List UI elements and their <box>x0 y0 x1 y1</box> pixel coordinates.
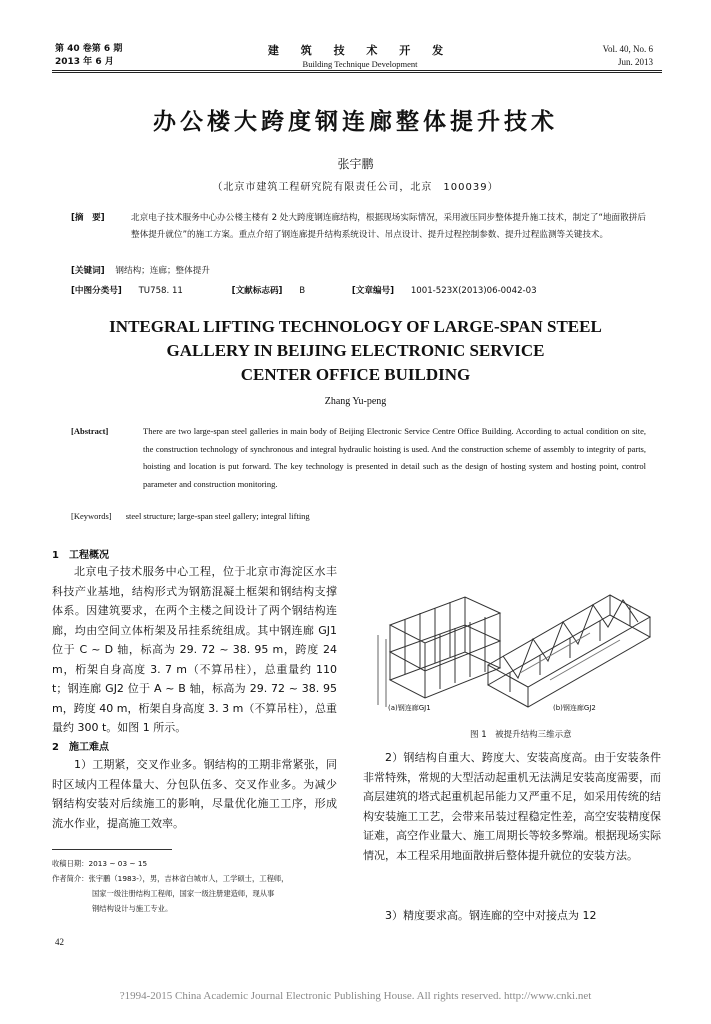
section-1-paragraph: 北京电子技术服务中心工程，位于北京市海淀区水丰科技产业基地，结构形式为钢筋混凝土框架和钢结构支撑体系。因建筑要求，在两个主楼之间设计了两个钢结构连廊，均由空间立体桁架及吊挂系统组成。其中钢连廊 GJ1 位于 C ~ D 轴，标高为 29. 72 ~ 38. 95 m，跨度 24 m，桁架自身高度 3. 7 m（不算吊柱），总重量约 110 t；钢连廊 GJ2 位于 A ~ B 轴，标高为 29. 72 ~ 38. 95 m，跨度 40 m，桁架自身高度 3. 3 m（不算吊柱），总重量约 300 t。如图 1 所示。 <box>52 565 337 734</box>
title-en-line3: CENTER OFFICE BUILDING <box>240 365 471 384</box>
abstract-en-text: There are two large-span steel galleries in main body of Beijing Electronic Service Centre Office Building. According to actual condition on site, the construction technology of synchronous and integral hydraulic hoisting is used. And the construction scheme of assembly to integrity of parts, hoisting and location is put forward. The key technology is presented in detail such as the design of hosting system and hosting point, control parameter and construction monitoring. <box>143 426 646 489</box>
header-rule <box>52 70 662 71</box>
article-title-en <box>0 315 711 387</box>
abstract-cn <box>71 210 646 244</box>
author-cn: 张宇鹏 <box>337 157 374 171</box>
journal-name-cn: 建 筑 技 术 开 发 <box>267 44 453 57</box>
journal-name <box>240 42 480 69</box>
section-1-heading: 1 工程概况 <box>52 550 109 561</box>
doc-code-label: [文献标志码] <box>231 286 283 296</box>
date-en: Jun. 2013 <box>617 57 653 67</box>
author-en: Zhang Yu-peng <box>324 396 387 407</box>
abstract-cn-label: [摘 要] <box>71 213 105 223</box>
abstract-en <box>71 423 646 493</box>
clc-label: [中图分类号] <box>71 286 122 296</box>
page-number: 42 <box>55 937 64 947</box>
gallery-gj2-drawing <box>488 595 650 707</box>
volume-en: Vol. 40, No. 6 <box>602 44 653 54</box>
author-bio-line3: 钢结构设计与施工专业。 <box>92 904 173 913</box>
section-2-paragraph-1: 1）工期紧，交叉作业多。钢结构的工期非常紧张，同时区域内工程体量大、分包队伍多、交叉作业多。为减少钢结构安装对后续施工的影响，尽量优化施工工序，形成流水作业，提高施工效率。 <box>52 758 337 830</box>
keywords-cn-label: [关键词] <box>71 266 105 276</box>
doc-code-value: B <box>299 286 306 296</box>
figure-label-a: (a)钢连廊GJ1 <box>388 704 431 712</box>
article-number-value: 1001-523X(2013)06-0042-03 <box>410 286 537 296</box>
volume-cn: 第 40 卷第 6 期 <box>55 44 123 54</box>
keywords-cn <box>71 263 210 280</box>
section-2-paragraph-2: 2）钢结构自重大、跨度大、安装高度高。由于安装条件非常特殊，常规的大型活动起重机无法满足安装高度需要，而高层建筑的塔式起重机起吊能力又严重不足，如采用传统的结构安装施工工艺，会带来吊装过程稳定性差，高空安装精度保证难，高空作业量大、施工周期长等较多弊端。根据现场实际情况，本工程采用地面散拼后整体提升就位的安装方法。 <box>363 751 661 862</box>
clc-value: TU758. 11 <box>138 286 183 296</box>
header-rule-2 <box>52 72 662 73</box>
figure-label-b: (b)钢连廊GJ2 <box>553 704 596 712</box>
journal-name-en: Building Technique Development <box>302 59 418 69</box>
keywords-en-text: steel structure; large-span steel gallery; integral lifting <box>125 511 310 521</box>
gallery-gj1-drawing <box>378 597 500 707</box>
title-en-line1: INTEGRAL LIFTING TECHNOLOGY OF LARGE-SPAN STEEL <box>109 317 602 336</box>
received-date: 收稿日期：2013 ~ 03 ~ 15 <box>52 859 148 868</box>
section-2-heading: 2 施工难点 <box>52 742 109 753</box>
keywords-en-label: [Keywords] <box>71 511 112 521</box>
abstract-cn-text: 北京电子技术服务中心办公楼主楼有 2 处大跨度钢连廊结构，根据现场实际情况，采用液压同步整体提升施工技术，制定了“地面散拼后整体提升就位”的施工方案。重点介绍了钢连廊提升结构系统设计、吊点设计、提升过程控制参数、提升过程监测等关键技术。 <box>131 213 646 240</box>
keywords-en <box>71 511 310 521</box>
issue-info-cn <box>55 43 122 69</box>
author-bio-line2: 国家一级注册结构工程师，国家一级注册建造师，现从事 <box>92 889 275 898</box>
classification-line <box>71 284 646 296</box>
keywords-cn-text: 钢结构；连廊；整体提升 <box>115 266 210 276</box>
date-cn: 2013 年 6 月 <box>55 57 114 67</box>
article-number-label: [文章编号] <box>351 286 395 296</box>
copyright-notice: ?1994-2015 China Academic Journal Electronic Publishing House. All rights reserved. http://www.cnki.net <box>119 990 592 1002</box>
issue-info-en <box>603 43 653 69</box>
affiliation-cn: （北京市建筑工程研究院有限责任公司，北京 100039） <box>212 182 499 193</box>
title-en-line2: GALLERY IN BEIJING ELECTRONIC SERVICE <box>166 341 545 360</box>
abstract-en-label: [Abstract] <box>71 426 109 436</box>
figure-caption: 图 1 被提升结构三维示意 <box>470 730 572 740</box>
footnote <box>52 856 337 916</box>
article-title-cn: 办公楼大跨度钢连廊整体提升技术 <box>153 109 558 135</box>
footnote-rule <box>52 849 172 850</box>
section-2-paragraph-3: 3）精度要求高。钢连廊的空中对接点为 12 <box>385 909 597 922</box>
author-bio-line1: 作者简介：张宇鹏（1983-），男，吉林省白城市人，工学硕士，工程师， <box>52 874 289 883</box>
